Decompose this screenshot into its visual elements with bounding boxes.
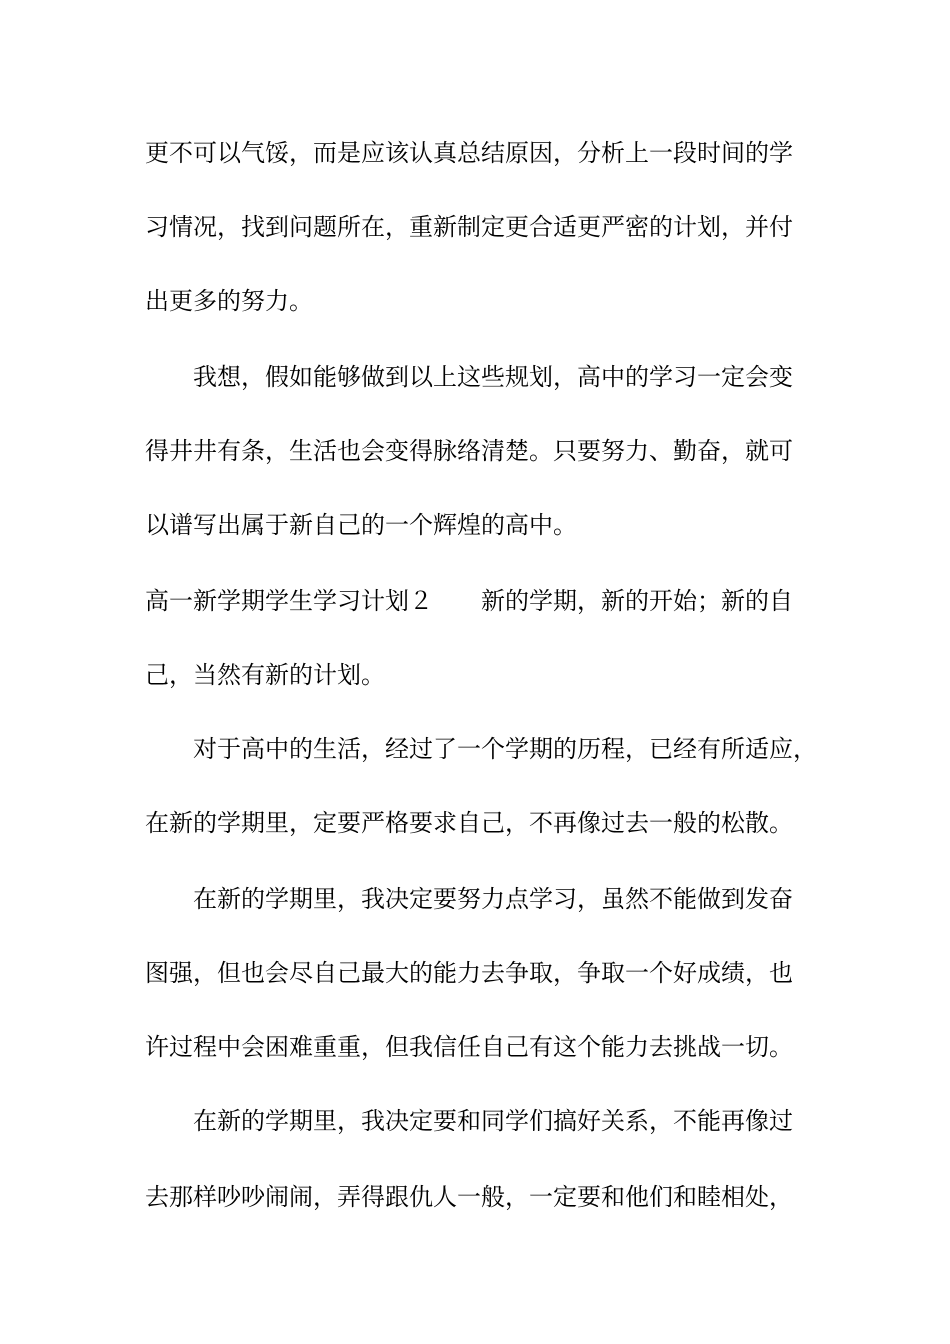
text-line-10: 在新的学期里，定要严格要求自己，不再像过去一般的松散。 — [145, 809, 793, 837]
text-line-5: 得井井有条，生活也会变得脉络清楚。只要努力、勤奋，就可 — [145, 437, 793, 465]
section-heading-line — [145, 586, 825, 616]
text-line-15: 去那样吵吵闹闹，弄得跟仇人一般，一定要和他们和睦相处， — [145, 1183, 793, 1211]
text-line-2: 习情况，找到问题所在，重新制定更合适更严密的计划，并付 — [145, 213, 793, 241]
text-line-4: 我想，假如能够做到以上这些规划，高中的学习一定会变 — [193, 363, 793, 391]
text-line-12: 图强，但也会尽自己最大的能力去争取，争取一个好成绩，也 — [145, 959, 793, 987]
text-line-14: 在新的学期里，我决定要和同学们搞好关系，不能再像过 — [193, 1107, 793, 1135]
text-line-1: 更不可以气馁，而是应该认真总结原因，分析上一段时间的学 — [145, 139, 793, 167]
text-line-7: 新的学期，新的开始；新的自 — [481, 587, 793, 615]
text-line-8: 己，当然有新的计划。 — [145, 661, 385, 689]
text-line-3: 出更多的努力。 — [145, 287, 313, 315]
text-line-11: 在新的学期里，我决定要努力点学习，虽然不能做到发奋 — [193, 885, 793, 913]
section-title: 高一新学期学生学习计划２ — [145, 587, 433, 615]
text-line-13: 许过程中会困难重重，但我信任自己有这个能力去挑战一切。 — [145, 1033, 793, 1061]
text-line-9: 对于高中的生活，经过了一个学期的历程，已经有所适应， — [193, 735, 817, 763]
text-line-6: 以谱写出属于新自己的一个辉煌的高中。 — [145, 511, 577, 539]
